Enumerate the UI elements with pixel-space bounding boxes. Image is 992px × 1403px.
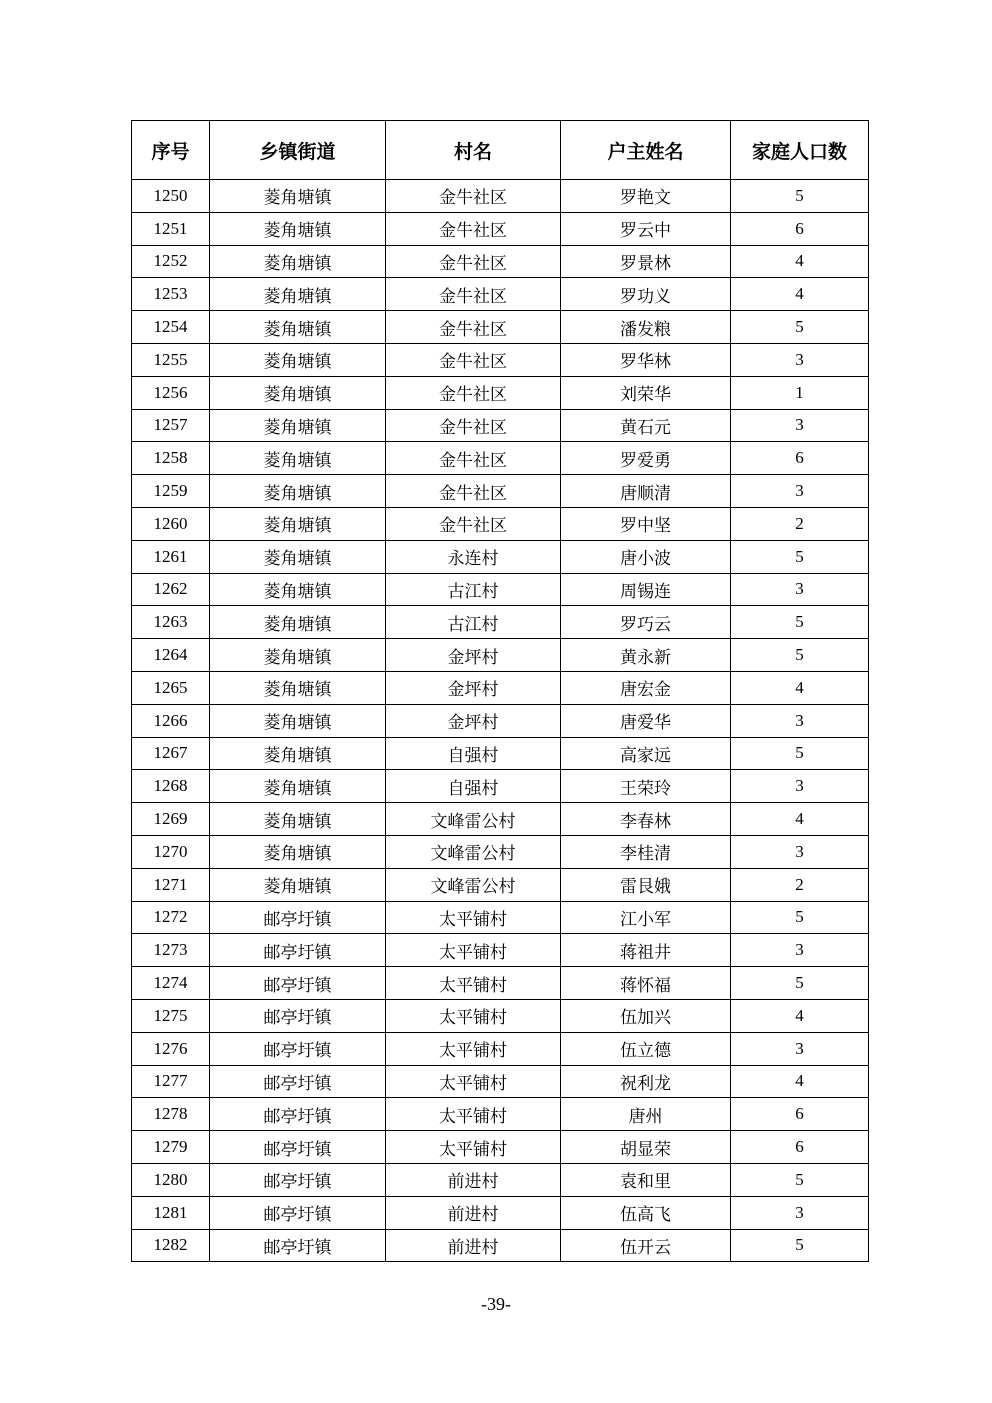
cell-town: 菱角塘镇 (210, 442, 386, 475)
table-row (132, 212, 869, 245)
cell-family-size: 6 (731, 1098, 869, 1131)
table-row (132, 999, 869, 1032)
cell-town: 菱角塘镇 (210, 835, 386, 868)
cell-serial-number: 1251 (132, 212, 210, 245)
cell-householder-name: 高家远 (561, 737, 731, 770)
cell-family-size: 4 (731, 1065, 869, 1098)
cell-village: 金牛社区 (386, 343, 561, 376)
cell-householder-name: 罗巧云 (561, 606, 731, 639)
table-header-row (132, 121, 869, 180)
cell-serial-number: 1256 (132, 376, 210, 409)
cell-householder-name: 唐爱华 (561, 704, 731, 737)
cell-serial-number: 1268 (132, 770, 210, 803)
table-row (132, 671, 869, 704)
cell-town: 菱角塘镇 (210, 212, 386, 245)
cell-family-size: 3 (731, 343, 869, 376)
cell-town: 菱角塘镇 (210, 507, 386, 540)
cell-town: 菱角塘镇 (210, 278, 386, 311)
table-row (132, 1032, 869, 1065)
table-row (132, 475, 869, 508)
cell-householder-name: 祝利龙 (561, 1065, 731, 1098)
cell-householder-name: 罗功义 (561, 278, 731, 311)
page-number: -39- (481, 1294, 511, 1314)
cell-town: 邮亭圩镇 (210, 967, 386, 1000)
cell-householder-name: 伍立德 (561, 1032, 731, 1065)
cell-serial-number: 1271 (132, 868, 210, 901)
cell-town: 邮亭圩镇 (210, 934, 386, 967)
cell-village: 前进村 (386, 1163, 561, 1196)
cell-town: 菱角塘镇 (210, 639, 386, 672)
cell-householder-name: 王荣玲 (561, 770, 731, 803)
cell-serial-number: 1254 (132, 311, 210, 344)
table-row (132, 1229, 869, 1262)
table-row (132, 1065, 869, 1098)
cell-serial-number: 1267 (132, 737, 210, 770)
cell-family-size: 4 (731, 278, 869, 311)
table-row (132, 1131, 869, 1164)
cell-serial-number: 1278 (132, 1098, 210, 1131)
cell-town: 菱角塘镇 (210, 606, 386, 639)
cell-family-size: 3 (731, 475, 869, 508)
cell-town: 菱角塘镇 (210, 671, 386, 704)
cell-town: 邮亭圩镇 (210, 1229, 386, 1262)
cell-householder-name: 罗景林 (561, 245, 731, 278)
cell-family-size: 3 (731, 1032, 869, 1065)
cell-serial-number: 1262 (132, 573, 210, 606)
cell-family-size: 6 (731, 442, 869, 475)
cell-village: 金牛社区 (386, 245, 561, 278)
cell-town: 邮亭圩镇 (210, 1196, 386, 1229)
cell-family-size: 3 (731, 770, 869, 803)
cell-family-size: 6 (731, 212, 869, 245)
cell-family-size: 3 (731, 704, 869, 737)
cell-householder-name: 黄石元 (561, 409, 731, 442)
cell-village: 金牛社区 (386, 180, 561, 213)
cell-serial-number: 1276 (132, 1032, 210, 1065)
table-row (132, 245, 869, 278)
cell-family-size: 5 (731, 540, 869, 573)
table-row (132, 967, 869, 1000)
cell-serial-number: 1273 (132, 934, 210, 967)
cell-town: 邮亭圩镇 (210, 1098, 386, 1131)
cell-serial-number: 1263 (132, 606, 210, 639)
cell-town: 菱角塘镇 (210, 311, 386, 344)
cell-serial-number: 1265 (132, 671, 210, 704)
table-row (132, 343, 869, 376)
cell-town: 菱角塘镇 (210, 868, 386, 901)
cell-serial-number: 1280 (132, 1163, 210, 1196)
cell-town: 邮亭圩镇 (210, 1065, 386, 1098)
cell-serial-number: 1281 (132, 1196, 210, 1229)
cell-serial-number: 1258 (132, 442, 210, 475)
cell-householder-name: 唐顺清 (561, 475, 731, 508)
cell-family-size: 3 (731, 1196, 869, 1229)
cell-family-size: 6 (731, 1131, 869, 1164)
cell-family-size: 5 (731, 606, 869, 639)
cell-serial-number: 1282 (132, 1229, 210, 1262)
cell-householder-name: 罗爱勇 (561, 442, 731, 475)
cell-village: 前进村 (386, 1229, 561, 1262)
cell-family-size: 4 (731, 803, 869, 836)
cell-householder-name: 李桂清 (561, 835, 731, 868)
cell-householder-name: 罗艳文 (561, 180, 731, 213)
cell-family-size: 5 (731, 1163, 869, 1196)
cell-householder-name: 胡显荣 (561, 1131, 731, 1164)
cell-village: 文峰雷公村 (386, 803, 561, 836)
cell-village: 金牛社区 (386, 507, 561, 540)
table-row (132, 704, 869, 737)
cell-family-size: 5 (731, 180, 869, 213)
table-body (132, 180, 869, 1262)
cell-village: 金坪村 (386, 671, 561, 704)
cell-village: 金牛社区 (386, 475, 561, 508)
cell-householder-name: 周锡连 (561, 573, 731, 606)
cell-serial-number: 1257 (132, 409, 210, 442)
cell-family-size: 3 (731, 573, 869, 606)
cell-family-size: 2 (731, 507, 869, 540)
cell-village: 太平铺村 (386, 1032, 561, 1065)
cell-family-size: 1 (731, 376, 869, 409)
cell-village: 永连村 (386, 540, 561, 573)
cell-serial-number: 1270 (132, 835, 210, 868)
cell-village: 前进村 (386, 1196, 561, 1229)
cell-householder-name: 雷艮娥 (561, 868, 731, 901)
header-family-size: 家庭人口数 (731, 121, 869, 180)
cell-serial-number: 1274 (132, 967, 210, 1000)
table-row (132, 409, 869, 442)
cell-family-size: 5 (731, 901, 869, 934)
header-town: 乡镇街道 (210, 121, 386, 180)
table-row (132, 278, 869, 311)
cell-householder-name: 潘发粮 (561, 311, 731, 344)
cell-family-size: 4 (731, 999, 869, 1032)
cell-serial-number: 1272 (132, 901, 210, 934)
cell-village: 太平铺村 (386, 1065, 561, 1098)
cell-family-size: 2 (731, 868, 869, 901)
cell-serial-number: 1255 (132, 343, 210, 376)
cell-householder-name: 江小军 (561, 901, 731, 934)
cell-village: 金牛社区 (386, 311, 561, 344)
table-row (132, 573, 869, 606)
cell-householder-name: 袁和里 (561, 1163, 731, 1196)
cell-householder-name: 罗中坚 (561, 507, 731, 540)
cell-village: 古江村 (386, 606, 561, 639)
cell-village: 金牛社区 (386, 278, 561, 311)
cell-householder-name: 唐宏金 (561, 671, 731, 704)
cell-village: 金牛社区 (386, 442, 561, 475)
cell-town: 菱角塘镇 (210, 540, 386, 573)
cell-village: 太平铺村 (386, 999, 561, 1032)
table-row (132, 606, 869, 639)
cell-town: 菱角塘镇 (210, 770, 386, 803)
cell-village: 文峰雷公村 (386, 868, 561, 901)
cell-village: 文峰雷公村 (386, 835, 561, 868)
cell-householder-name: 伍高飞 (561, 1196, 731, 1229)
cell-family-size: 5 (731, 639, 869, 672)
table-row (132, 934, 869, 967)
cell-town: 菱角塘镇 (210, 409, 386, 442)
table-row (132, 442, 869, 475)
cell-town: 菱角塘镇 (210, 573, 386, 606)
table-row (132, 770, 869, 803)
household-table (131, 120, 869, 1262)
cell-householder-name: 李春林 (561, 803, 731, 836)
table-row (132, 376, 869, 409)
cell-family-size: 3 (731, 409, 869, 442)
table-row (132, 737, 869, 770)
cell-serial-number: 1260 (132, 507, 210, 540)
cell-family-size: 5 (731, 311, 869, 344)
table-row (132, 1196, 869, 1229)
cell-town: 菱角塘镇 (210, 376, 386, 409)
cell-serial-number: 1266 (132, 704, 210, 737)
cell-family-size: 3 (731, 934, 869, 967)
cell-town: 菱角塘镇 (210, 180, 386, 213)
table-row (132, 1163, 869, 1196)
table-row (132, 311, 869, 344)
cell-serial-number: 1264 (132, 639, 210, 672)
cell-town: 邮亭圩镇 (210, 1032, 386, 1065)
cell-family-size: 5 (731, 1229, 869, 1262)
cell-householder-name: 罗云中 (561, 212, 731, 245)
cell-family-size: 3 (731, 835, 869, 868)
cell-family-size: 4 (731, 245, 869, 278)
header-serial-number: 序号 (132, 121, 210, 180)
cell-householder-name: 伍开云 (561, 1229, 731, 1262)
cell-family-size: 4 (731, 671, 869, 704)
cell-serial-number: 1250 (132, 180, 210, 213)
table-row (132, 868, 869, 901)
table-row (132, 803, 869, 836)
cell-householder-name: 唐小波 (561, 540, 731, 573)
cell-family-size: 5 (731, 737, 869, 770)
cell-serial-number: 1253 (132, 278, 210, 311)
cell-village: 太平铺村 (386, 901, 561, 934)
cell-serial-number: 1252 (132, 245, 210, 278)
cell-serial-number: 1269 (132, 803, 210, 836)
cell-town: 邮亭圩镇 (210, 1131, 386, 1164)
cell-householder-name: 蒋祖井 (561, 934, 731, 967)
cell-village: 古江村 (386, 573, 561, 606)
header-householder-name: 户主姓名 (561, 121, 731, 180)
cell-householder-name: 罗华林 (561, 343, 731, 376)
cell-householder-name: 黄永新 (561, 639, 731, 672)
cell-town: 菱角塘镇 (210, 475, 386, 508)
cell-village: 太平铺村 (386, 1131, 561, 1164)
cell-town: 邮亭圩镇 (210, 1163, 386, 1196)
cell-village: 太平铺村 (386, 967, 561, 1000)
cell-village: 金牛社区 (386, 376, 561, 409)
cell-householder-name: 唐州 (561, 1098, 731, 1131)
cell-village: 自强村 (386, 737, 561, 770)
table-row (132, 639, 869, 672)
cell-village: 金坪村 (386, 639, 561, 672)
cell-village: 金牛社区 (386, 212, 561, 245)
cell-village: 太平铺村 (386, 1098, 561, 1131)
cell-town: 邮亭圩镇 (210, 999, 386, 1032)
cell-village: 太平铺村 (386, 934, 561, 967)
cell-serial-number: 1259 (132, 475, 210, 508)
cell-village: 金坪村 (386, 704, 561, 737)
cell-serial-number: 1279 (132, 1131, 210, 1164)
table-row (132, 901, 869, 934)
cell-householder-name: 伍加兴 (561, 999, 731, 1032)
cell-town: 菱角塘镇 (210, 704, 386, 737)
table-row (132, 835, 869, 868)
cell-family-size: 5 (731, 967, 869, 1000)
cell-town: 邮亭圩镇 (210, 901, 386, 934)
table-row (132, 540, 869, 573)
table-row (132, 507, 869, 540)
cell-village: 金牛社区 (386, 409, 561, 442)
cell-serial-number: 1277 (132, 1065, 210, 1098)
cell-town: 菱角塘镇 (210, 803, 386, 836)
cell-householder-name: 刘荣华 (561, 376, 731, 409)
cell-householder-name: 蒋怀福 (561, 967, 731, 1000)
header-village: 村名 (386, 121, 561, 180)
table-row (132, 180, 869, 213)
cell-serial-number: 1275 (132, 999, 210, 1032)
cell-serial-number: 1261 (132, 540, 210, 573)
cell-town: 菱角塘镇 (210, 343, 386, 376)
cell-town: 菱角塘镇 (210, 245, 386, 278)
cell-town: 菱角塘镇 (210, 737, 386, 770)
table-row (132, 1098, 869, 1131)
cell-village: 自强村 (386, 770, 561, 803)
